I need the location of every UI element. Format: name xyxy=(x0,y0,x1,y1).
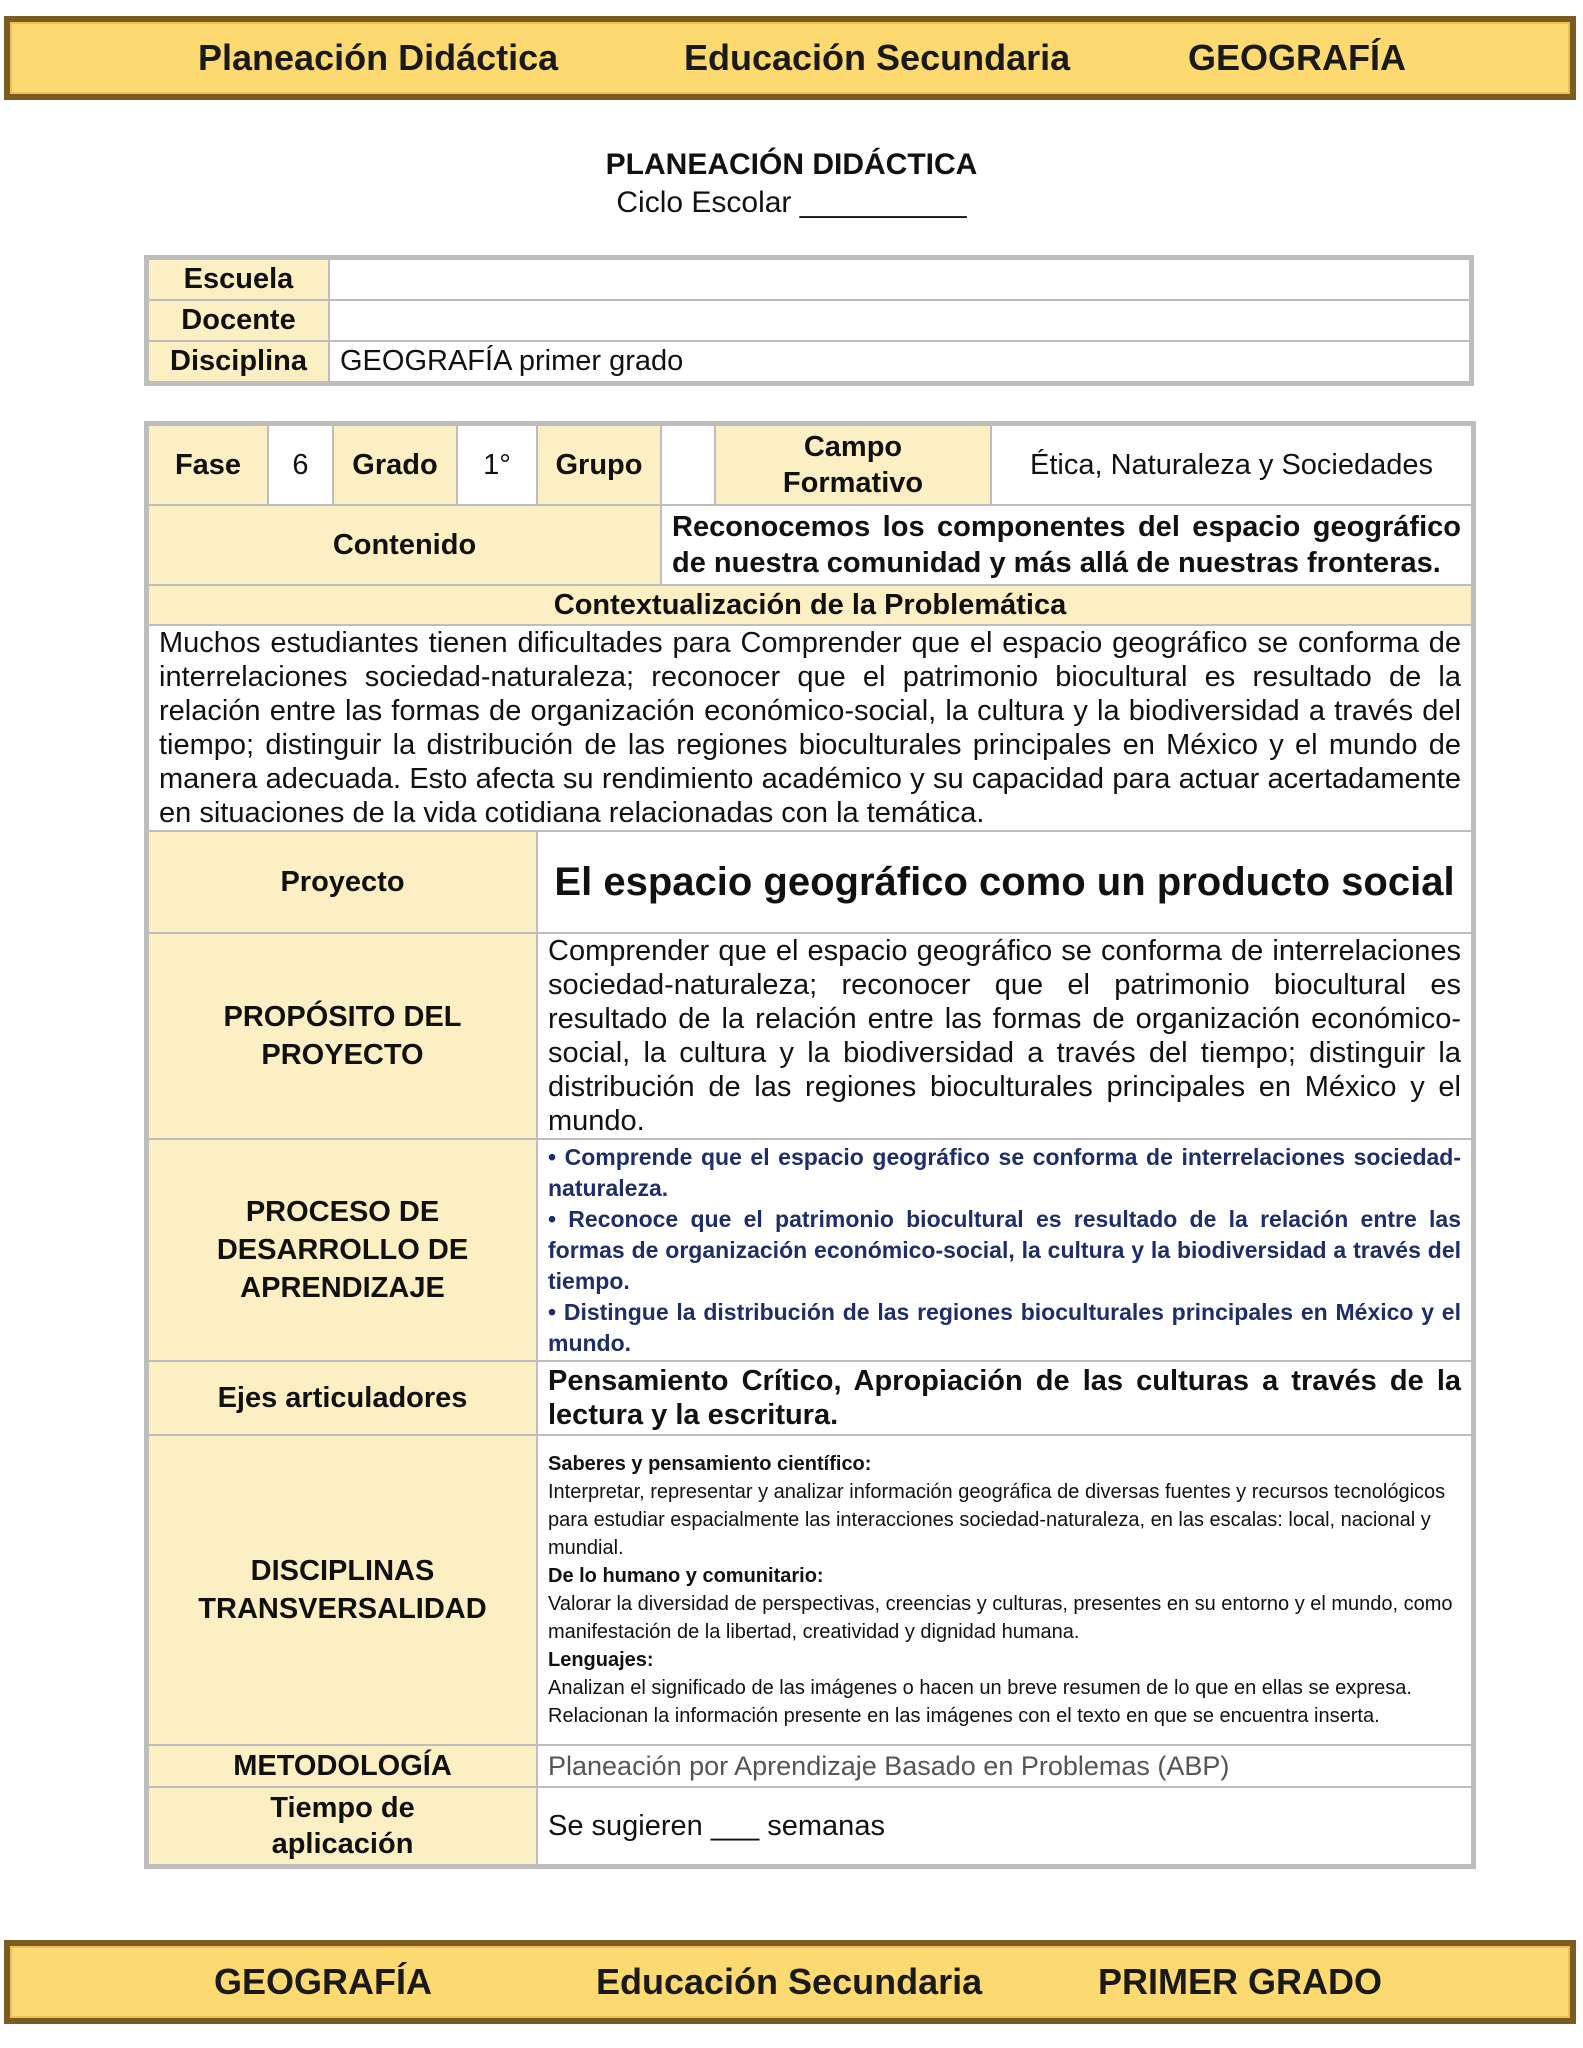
table-row xyxy=(148,1745,1472,1787)
table-row xyxy=(148,625,1472,831)
table-row xyxy=(148,1139,1472,1361)
table-row xyxy=(148,259,1470,300)
disciplina-text: Interpretar, representar y analizar información geográfica de diversas fuentes y recursos tecnológicos para estudiar espacialmente las interacciones sociedad-naturaleza, en las escalas: local, nacional y mundial. xyxy=(548,1481,1446,1559)
disciplina-field[interactable]: GEOGRAFÍA primer grado xyxy=(329,341,1470,382)
disciplinas-label-line: TRANSVERSALIDAD xyxy=(198,1593,487,1625)
disciplina-heading: Lenguajes: xyxy=(548,1649,654,1671)
table-row xyxy=(148,933,1472,1139)
fase-label: Fase xyxy=(148,425,268,505)
table-row xyxy=(148,831,1472,933)
grupo-value[interactable] xyxy=(661,425,715,505)
header-right: GEOGRAFÍA xyxy=(1188,37,1407,78)
proyecto-title: El espacio geográfico como un producto social xyxy=(537,831,1472,933)
header-center: Educación Secundaria xyxy=(684,37,1071,78)
proceso-label-line: APRENDIZAJE xyxy=(240,1272,445,1304)
list-item: • Comprende que el espacio geográfico se conforma de interrelaciones sociedad-naturaleza. xyxy=(548,1143,1461,1201)
disciplina-text: Valorar la diversidad de perspectivas, creencias y culturas, presentes en su entorno y el mundo, como manifestación de la libertad, creatividad y dignidad humana. xyxy=(548,1593,1453,1643)
escuela-field[interactable] xyxy=(329,259,1470,300)
metodologia-value: Planeación por Aprendizaje Basado en Problemas (ABP) xyxy=(537,1745,1472,1787)
disciplina-text: Analizan el significado de las imágenes o hacen un breve resumen de lo que en ellas se expresa. xyxy=(548,1677,1412,1699)
grupo-label: Grupo xyxy=(537,425,661,505)
table-row xyxy=(148,300,1470,341)
disciplinas-label-line: DISCIPLINAS xyxy=(250,1555,435,1587)
proposito-label-line: PROPÓSITO DEL xyxy=(223,1001,462,1033)
header-banner xyxy=(4,16,1576,100)
grado-value: 1° xyxy=(457,425,537,505)
list-item: • Distingue la distribución de las regiones bioculturales principales en México y el mundo. xyxy=(548,1298,1461,1356)
list-item: • Reconoce que el patrimonio biocultural es resultado de la relación entre las formas de organización económico-social, la cultura y la biodiversidad a través del tiempo. xyxy=(548,1205,1461,1294)
ejes-label: Ejes articuladores xyxy=(148,1361,537,1435)
proceso-label-line: PROCESO DE xyxy=(245,1196,440,1228)
fase-value: 6 xyxy=(268,425,333,505)
campo-label-line: Campo xyxy=(803,431,903,463)
footer-left: GEOGRAFÍA xyxy=(214,1961,433,2002)
metodologia-label: METODOLOGÍA xyxy=(148,1745,537,1787)
proposito-label xyxy=(148,933,537,1139)
grado-label: Grado xyxy=(333,425,457,505)
disciplinas-label xyxy=(148,1435,537,1745)
escuela-label: Escuela xyxy=(148,259,329,300)
table-row xyxy=(148,1787,1472,1865)
table-row xyxy=(148,425,1472,505)
table-row xyxy=(148,585,1472,625)
contexto-label: Contextualización de la Problemática xyxy=(148,585,1472,625)
disciplina-text: Relacionan la información presente en las imágenes con el texto en que se encuentra inserta. xyxy=(548,1705,1380,1727)
tiempo-label-line: aplicación xyxy=(271,1828,414,1860)
proyecto-label: Proyecto xyxy=(148,831,537,933)
school-cycle: Ciclo Escolar __________ xyxy=(616,186,967,219)
tiempo-label xyxy=(148,1787,537,1865)
campo-formativo-label xyxy=(715,425,991,505)
table-row xyxy=(148,1435,1472,1745)
planning-table xyxy=(147,424,1473,1866)
document-title: PLANEACIÓN DIDÁCTICA xyxy=(605,148,978,181)
proposito-text: Comprender que el espacio geográfico se conforma de interrelaciones sociedad-naturaleza; reconocer que el patrimonio biocultural es resultado de la relación entre las formas de organización económico-social, la cultura y la biodiversidad a través del tiempo; distinguir la distribución de las regiones bioculturales principales en México y el mundo. xyxy=(537,933,1472,1139)
school-info-table xyxy=(147,258,1471,383)
table-row xyxy=(148,1361,1472,1435)
table-row xyxy=(148,505,1472,585)
header-left: Planeación Didáctica xyxy=(198,37,559,78)
proceso-label xyxy=(148,1139,537,1361)
ejes-value: Pensamiento Crítico, Apropiación de las culturas a través de la lectura y la escritura. xyxy=(537,1361,1472,1435)
disciplina-heading: Saberes y pensamiento científico: xyxy=(548,1453,872,1475)
campo-formativo-value: Ética, Naturaleza y Sociedades xyxy=(991,425,1472,505)
docente-field[interactable] xyxy=(329,300,1470,341)
proceso-list xyxy=(537,1139,1472,1361)
proceso-label-line: DESARROLLO DE xyxy=(216,1234,469,1266)
proposito-label-line: PROYECTO xyxy=(261,1039,424,1071)
footer-banner xyxy=(4,1940,1576,2024)
footer-center: Educación Secundaria xyxy=(596,1961,983,2002)
disciplinas-content xyxy=(537,1435,1472,1745)
tiempo-label-line: Tiempo de xyxy=(270,1792,415,1824)
table-row xyxy=(148,341,1470,382)
contenido-value: Reconocemos los componentes del espacio geográfico de nuestra comunidad y más allá de nuestras fronteras. xyxy=(661,505,1472,585)
tiempo-value: Se sugieren ___ semanas xyxy=(537,1787,1472,1865)
contenido-label: Contenido xyxy=(148,505,661,585)
disciplina-heading: De lo humano y comunitario: xyxy=(548,1565,824,1587)
docente-label: Docente xyxy=(148,300,329,341)
campo-label-line: Formativo xyxy=(782,467,924,499)
disciplina-label: Disciplina xyxy=(148,341,329,382)
contexto-text: Muchos estudiantes tienen dificultades para Comprender que el espacio geográfico se conforma de interrelaciones sociedad-naturaleza; reconocer que el patrimonio biocultural es resultado de la relación entre las formas de organización económico-social, la cultura y la biodiversidad a través del tiempo; distinguir la distribución de las regiones bioculturales principales en México y el mundo de manera adecuada. Esto afecta su rendimiento académico y su capacidad para actuar acertadamente en situaciones de la vida cotidiana relacionadas con la temática. xyxy=(148,625,1472,831)
footer-right: PRIMER GRADO xyxy=(1098,1961,1383,2002)
